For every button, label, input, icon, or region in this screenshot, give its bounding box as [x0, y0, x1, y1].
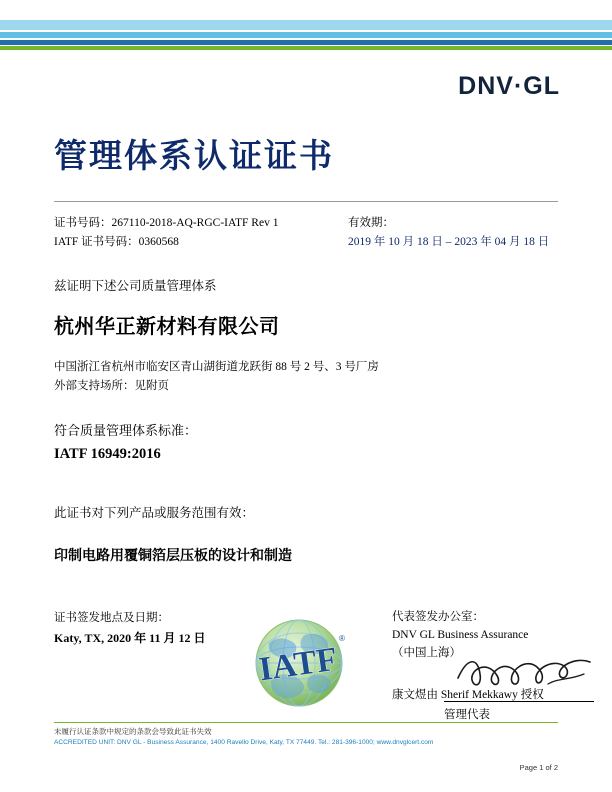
iatf-number-label: IATF 证书号码： — [54, 236, 139, 248]
logo-text-gl: GL — [523, 72, 560, 100]
statement-text: 兹证明下述公司质量管理体系 — [54, 279, 217, 293]
company-address-line1: 中国浙江省杭州市临安区青山湖街道龙跃街 88 号 2 号、3 号厂房 — [54, 361, 379, 373]
iatf-number-value: 0360568 — [138, 236, 179, 248]
certificate-meta — [54, 214, 558, 252]
header-decorative-bars — [0, 0, 612, 60]
page-number: Page 1 of 2 — [519, 763, 558, 772]
cert-number-value: 267110-2018-AQ-RGC-IATF Rev 1 — [111, 217, 279, 229]
bar-blue — [0, 40, 612, 45]
svg-text:®: ® — [339, 634, 345, 643]
signer-name: 康文煜由 Sherif Mekkawy 授权 — [392, 689, 544, 701]
certificate-numbers — [54, 214, 344, 252]
issue-place-date — [54, 608, 274, 648]
standard-heading: 符合质量管理体系标准： — [54, 423, 198, 438]
issuing-office-line1: DNV GL Business Assurance — [392, 629, 529, 641]
bar-cyan — [0, 32, 612, 38]
footer-accredited-unit: ACCREDITED UNIT: DNV GL - Business Assurance, 1400 Ravello Drive, Katy, TX 77449. Tel.: 281-396-1000; www.dnvglcert.com — [54, 739, 434, 746]
svg-text:IATF: IATF — [256, 640, 340, 689]
footer-chinese-note: 未履行认证条款中规定的条款会导致此证书失效 — [54, 727, 212, 736]
company-name: 杭州华正新材料有限公司 — [54, 316, 280, 338]
signer-role: 管理代表 — [444, 709, 490, 721]
validity-label: 有效期： — [348, 217, 394, 229]
company-address-line2: 外部支持场所：见附页 — [54, 380, 169, 392]
cert-number-label: 证书号码： — [54, 217, 112, 229]
issuing-office-label: 代表签发办公室： — [392, 611, 484, 623]
scope-value: 印制电路用覆铜箔层压板的设计和制造 — [54, 549, 292, 564]
page-title: 管理体系认证证书 — [54, 139, 334, 175]
bar-light-cyan — [0, 20, 612, 30]
signature-line — [444, 701, 594, 702]
logo-separator: · — [513, 72, 524, 100]
dnv-gl-logo — [458, 72, 560, 101]
divider-top — [54, 201, 558, 202]
signature-block — [54, 608, 558, 728]
logo-text-dnv: DNV — [458, 72, 514, 100]
validity-value: 2019 年 10 月 18 日 – 2023 年 04 月 18 日 — [348, 236, 550, 248]
scope-heading: 此证书对下列产品或服务范围有效： — [54, 506, 255, 520]
footer-divider — [54, 722, 558, 723]
bar-white — [0, 50, 612, 60]
issue-place-date-label: 证书签发地点及日期： — [54, 612, 169, 624]
certificate-body — [54, 130, 558, 570]
iatf-number-row — [54, 233, 344, 252]
footer — [54, 722, 558, 748]
validity-block — [348, 214, 558, 252]
cert-number-row — [54, 214, 344, 233]
issuing-office-line2: （中国上海） — [392, 647, 461, 659]
issue-place-date-value: Katy, TX, 2020 年 11 月 12 日 — [54, 631, 206, 645]
standard-value: IATF 16949:2016 — [54, 446, 161, 462]
